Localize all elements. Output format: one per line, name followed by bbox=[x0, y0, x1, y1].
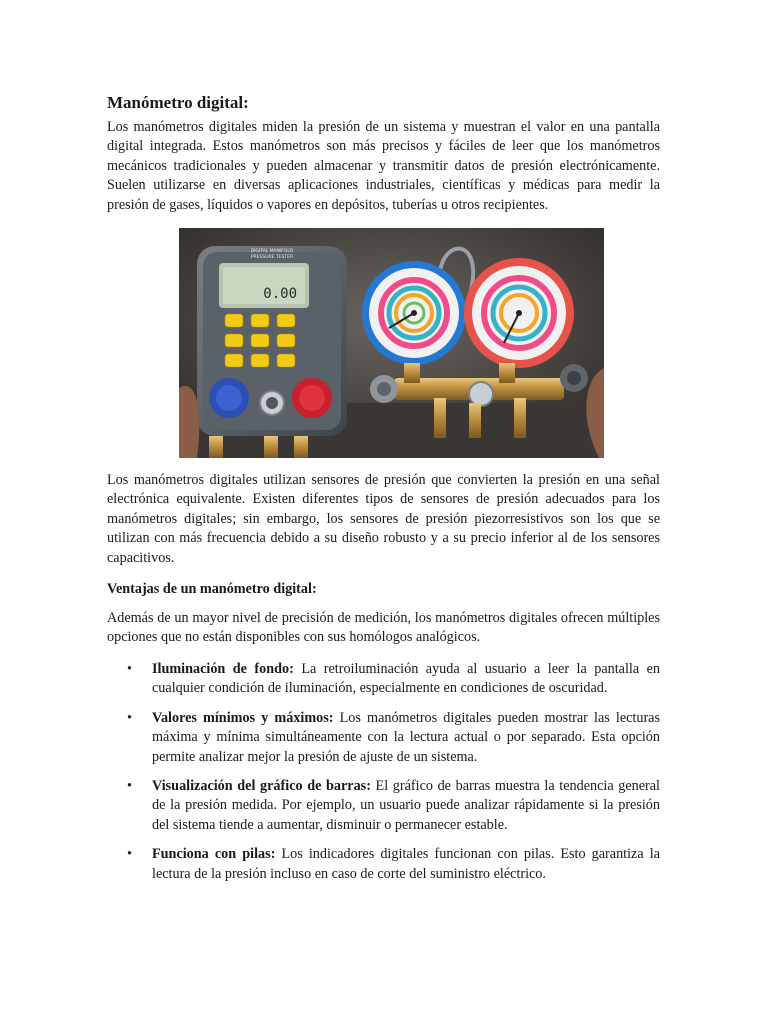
advantages-heading: Ventajas de un manómetro digital: bbox=[107, 581, 317, 598]
advantages-list bbox=[107, 660, 660, 884]
svg-text:0.00: 0.00 bbox=[263, 286, 297, 303]
digital-device bbox=[197, 246, 347, 458]
manometer-photo bbox=[179, 228, 604, 458]
red-gauge bbox=[464, 258, 574, 368]
advantage-term: Valores mínimos y máximos: bbox=[152, 709, 334, 726]
svg-text:DIGITAL MANIFOLD: DIGITAL MANIFOLD bbox=[250, 249, 294, 255]
advantage-text: Los manómetros digitales pueden mostrar las lecturas máxima y mínima simultáneamente con la lectura actual o por separado. Esta opción permite analizar mejor la presión de ajuste de un sistema. bbox=[152, 709, 661, 765]
document-content bbox=[107, 92, 660, 894]
sensors-paragraph: Los manómetros digitales utilizan sensores de presión que convierten la presión en una señal electrónica equivalente. Existen diferentes tipos de sensores de presión adecuados para los manómetros digitales; sin embargo, los sensores de presión piezorresistivos son los que se utilizan con más frecuencia debido a su diseño robusto y a su precio inferior al de los sensores capacitivos. bbox=[107, 472, 660, 566]
advantages-intro-paragraph: Además de un mayor nivel de precisión de medición, los manómetros digitales ofrecen múltiples opciones que no están disponibles con sus homólogos analógicos. bbox=[107, 610, 660, 646]
bullet-icon: • bbox=[127, 709, 132, 726]
list-item bbox=[107, 660, 660, 699]
advantage-term: Iluminación de fondo: bbox=[152, 660, 294, 677]
advantage-term: Funciona con pilas: bbox=[152, 846, 276, 863]
list-item bbox=[107, 777, 660, 835]
blue-gauge bbox=[362, 261, 466, 365]
advantage-text: La retroiluminación ayuda al usuario a leer la pantalla en cualquier condición de iluminación, especialmente en condiciones de oscuridad. bbox=[152, 660, 660, 697]
bullet-icon: • bbox=[127, 660, 132, 677]
bullet-icon: • bbox=[127, 777, 132, 794]
bullet-icon: • bbox=[127, 846, 132, 863]
page-title: Manómetro digital: bbox=[107, 93, 249, 112]
figure-container bbox=[107, 228, 660, 458]
list-item bbox=[107, 709, 660, 767]
list-item bbox=[107, 845, 660, 884]
intro-paragraph: Los manómetros digitales miden la presión de un sistema y muestran el valor en una pantalla digital integrada. Estos manómetros son más precisos y fáciles de leer que los manómetros mecánicos tradicionales y pueden almacenar y transmitir datos de presión electrónicamente. Suelen utilizarse en diversas aplicaciones industriales, científicas y médicas para medir la presión de gases, líquidos o vapores en depósitos, tuberías u otros recipientes. bbox=[107, 119, 660, 213]
advantage-text: Los indicadores digitales funcionan con pilas. Esto garantiza la lectura de la presión incluso en caso de corte del suministro eléctrico. bbox=[152, 846, 660, 882]
advantage-term: Visualización del gráfico de barras: bbox=[152, 777, 371, 794]
advantage-text: El gráfico de barras muestra la tendencia general de la presión medida. Por ejemplo, un usuario puede analizar rápidamente si la presión del sistema tiende a aumentar, disminuir o permanecer estable. bbox=[152, 777, 660, 833]
svg-text:PRESSURE TESTER: PRESSURE TESTER bbox=[250, 255, 294, 261]
